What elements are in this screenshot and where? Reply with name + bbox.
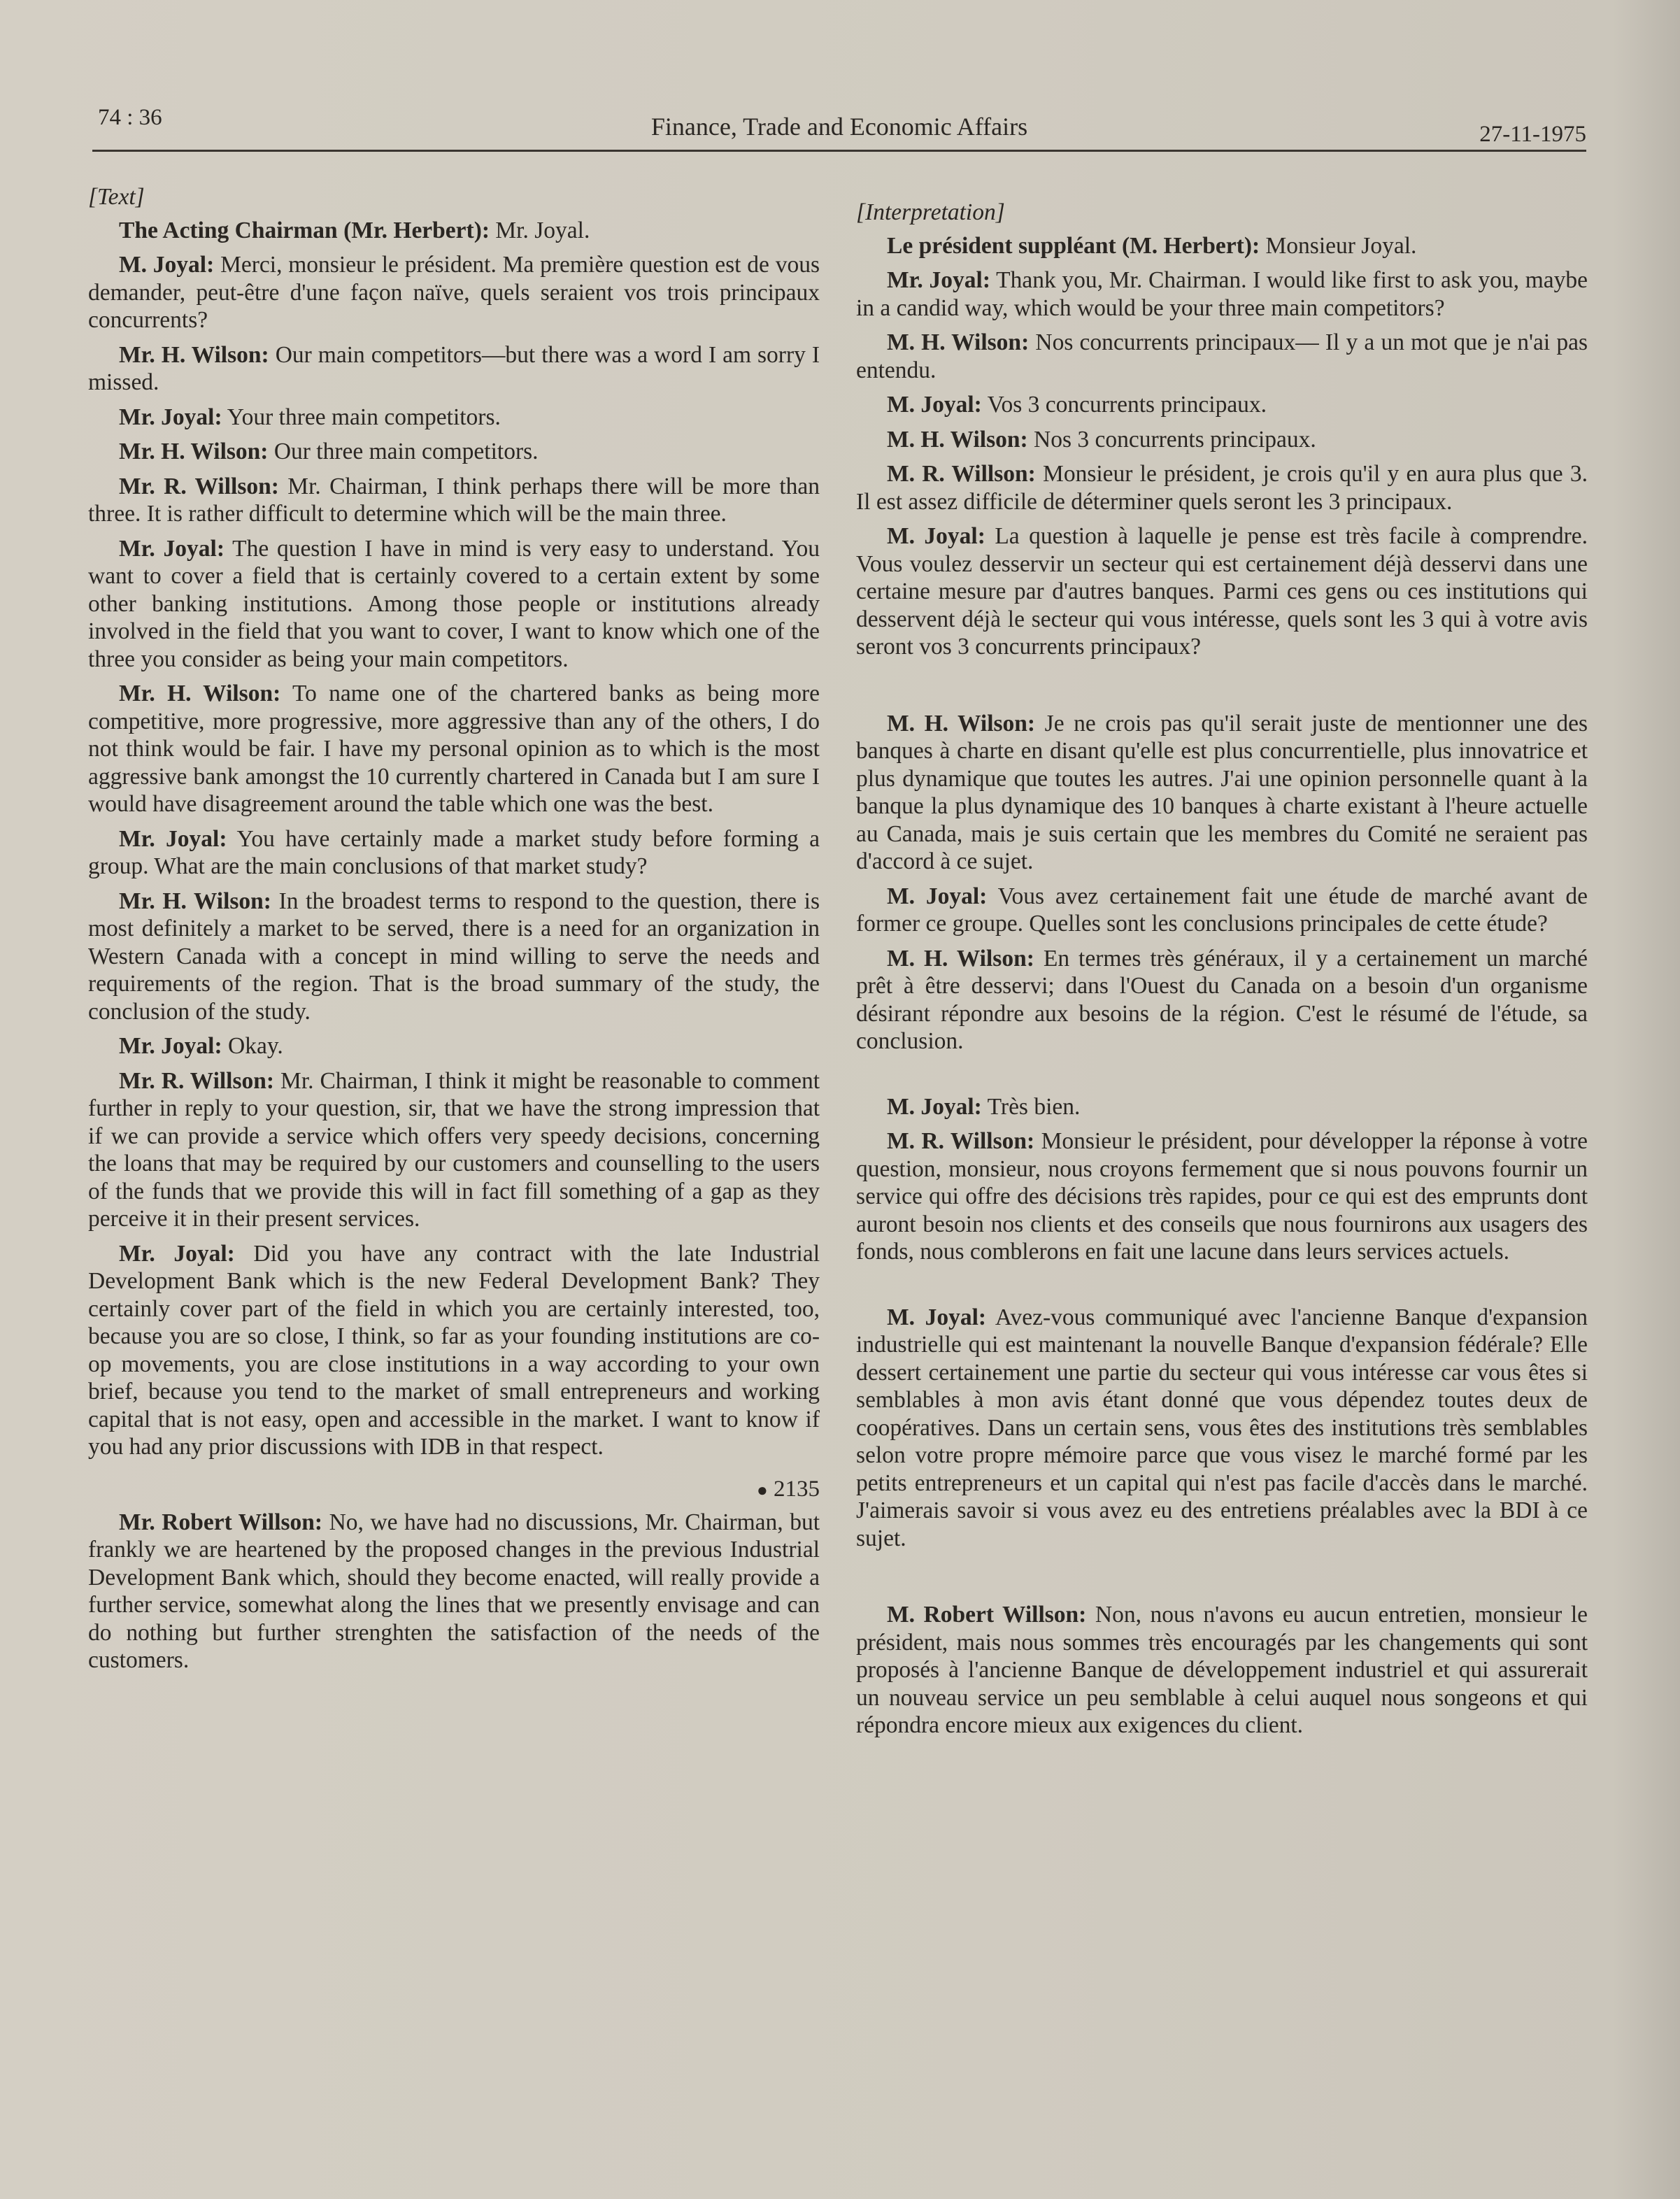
paragraph [856,1601,1588,1739]
speaker: Mr. Joyal: [119,1240,235,1267]
page-date: 27-11-1975 [1479,122,1586,147]
paragraph [88,438,820,466]
speaker: The Acting Chairman (Mr. Herbert): [119,217,490,243]
speech: The question I have in mind is very easy to understand. You want to cover a field that is certainly covered to a certain extent by some other banking institutions. Among those people or institutions already involved in the field that you want to cover, I want to know which one of the three you consider as being your main competitors. [88,535,820,672]
speech: Mr. Chairman, I think perhaps there will be more than three. It is rather difficult to determine which will be the main three. [88,473,820,527]
paragraph [88,888,820,1026]
paragraph [88,251,820,334]
paragraph [856,522,1588,661]
paragraph [856,1304,1588,1553]
paragraph [88,680,820,818]
speaker: M. Joyal: [119,252,215,278]
speaker: M. H. Wilson: [887,710,1036,736]
spacer [856,1062,1588,1093]
paragraph [88,1509,820,1674]
speaker: Mr. R. Willson: [119,473,279,499]
speech: Our main competitors—but there was a word I am sorry I missed. [88,341,820,395]
spacer [856,1273,1588,1304]
speaker: Mr. Joyal: [119,404,222,430]
speaker: Le président suppléant (M. Herbert): [887,232,1260,259]
speaker: M. R. Willson: [887,461,1036,487]
speech: Monsieur le président, je crois qu'il y en aura plus que 3. Il est assez difficile de déterminer quels seront les 3 principaux. [856,461,1588,515]
paragraph [856,391,1588,419]
paragraph [88,341,820,397]
speaker: Mr. Joyal: [119,535,225,562]
speaker: M. Joyal: [887,883,988,909]
paragraph [856,710,1588,876]
speaker: Mr. Joyal: [119,825,227,852]
paragraph [856,232,1588,260]
paragraph [88,535,820,674]
paragraph [856,1093,1588,1121]
timestamp [88,1475,820,1504]
french-column [856,199,1588,1746]
speaker: M. Robert Willson: [887,1602,1087,1628]
speech: Vos 3 concurrents principaux. [987,392,1267,418]
speaker: Mr. H. Wilson: [119,681,281,706]
paragraph [88,1067,820,1233]
speech: Your three main competitors. [227,404,501,430]
speech: Did you have any contract with the late Industrial Development Bank which is the new Federal Development Bank? They certainly cover part of the field in which you are certainly interested, too, because you are so close, I think, so far as your founding institutions are co-op movements, you are close institutions in a way according to your own brief, because you tend to the market of small entrepreneurs and working capital that is not easy, open and accessible in the market. I want to know if you had any prior discussions with IDB in that respect. [88,1240,820,1460]
paragraph [88,217,820,245]
speech: Thank you, Mr. Chairman. I would like first to ask you, maybe in a candid way, which would be your three main competitors? [856,267,1588,321]
paragraph [856,945,1588,1055]
speech: Avez-vous communiqué avec l'ancienne Banque d'expansion industrielle qui est maintenant la nouvelle Banque d'expansion fédérale? Elle dessert certainement une partie du secteur qui vous intéresse car vous êtes si semblables à mon avis étant donné que vous dépendez toutes deux de coopératives. Dans un certain sens, vous êtes des institutions très semblables selon votre propre mémoire parce que vous visez le marché formé par les petits entrepreneurs et un capital qui n'est pas facile d'accès dans le marché. J'aimerais savoir si vous avez eu des entretiens préalables avec la BDI à ce sujet. [856,1304,1588,1551]
header-rule [92,150,1586,152]
speaker: Mr. R. Willson: [119,1067,275,1094]
page-header [92,98,1586,154]
speech: Non, nous n'avons eu aucun entretien, monsieur le président, mais nous sommes très encouragés par les changements qui sont proposés à l'ancienne Banque de développement industriel et qui assurerait un nouveau service un peu semblable à celui auquel nous songeons et qui répondra encore mieux aux exigences du client. [856,1602,1588,1738]
running-title: Finance, Trade and Economic Affairs [650,113,1028,141]
paragraph [88,473,820,528]
speaker: M. H. Wilson: [887,945,1034,972]
speech: You have certainly made a market study before forming a group. What are the main conclusions of that market study? [88,825,820,879]
speaker: Mr. H. Wilson: [119,888,271,914]
speaker: Mr. Joyal: [119,1033,222,1059]
speech: To name one of the chartered banks as being more competitive, more progressive, more aggressive than any of the others, I do not think would be fair. I have my personal opinion as to which is the most aggressive bank amongst the 10 currently chartered in Canada but I am sure I would have disagreement around the table which one was the best. [88,681,820,817]
paragraph [856,1127,1588,1266]
speaker: M. Joyal: [887,523,985,549]
speaker: M. Joyal: [887,1304,987,1330]
paragraph [856,329,1588,384]
paragraph [88,1240,820,1461]
speaker: Mr. Robert Willson: [119,1509,323,1535]
paragraph [856,266,1588,322]
paragraph [88,404,820,432]
paragraph [856,426,1588,454]
speech: Nos 3 concurrents principaux. [1034,426,1316,453]
english-column [88,183,820,1681]
speech: En termes très généraux, il y a certainement un marché prêt à être desservi; dans l'Ouest du Canada on a besoin d'un organisme désirant répondre aux besoins de la région. C'est le résumé de l'étude, sa conclusion. [856,945,1588,1054]
speaker: Mr. H. Wilson: [119,439,269,464]
spacer [856,668,1588,710]
speech: Je ne crois pas qu'il serait juste de mentionner une des banques à charte en disant qu'elle est plus concurrentielle, plus innovatrice et plus dynamique que toutes les autres. J'ai une opinion personnelle quant à la banque la plus dynamique des 10 banques à charte existant à l'heure actuelle au Canada, mais je suis certain que les membres du Comité ne seraient pas d'accord à ce sujet. [856,710,1588,874]
speech: Okay. [228,1033,283,1059]
interpretation-label: [Interpretation] [856,199,1005,225]
speaker: M. Joyal: [887,392,982,418]
speaker: M. H. Wilson: [887,426,1028,453]
speaker: M. Joyal: [887,1093,982,1120]
text-label: [Text] [88,184,145,210]
speech: Monsieur le président, pour développer la réponse à votre question, monsieur, nous croyons fermement que si nous pouvons fournir un service qui offre des décisions très rapides, pour ce qui est des emprunts dont auront besoin nos clients et des conseils que nous fournirons aux usagers des fonds, nous comblerons en fait une lacune dans leurs services actuels. [856,1128,1588,1265]
speech: Our three main competitors. [273,439,539,464]
speaker: Mr. H. Wilson: [119,341,269,368]
speech: Mr. Joyal. [495,217,590,243]
paragraph [88,825,820,881]
speech: In the broadest terms to respond to the question, there is most definitely a market to be served, there is a need for an organization in Western Canada with a concept in mind willing to serve the needs and requirements of the region. That is the broad summary of the study, the conclusion of the study. [88,888,820,1025]
paragraph [856,460,1588,515]
speech: Mr. Chairman, I think it might be reasonable to comment further in reply to your question, sir, that we have the strong impression that if we can provide a service which offers very speedy decisions, concerning the loans that may be required by our customers and counselling to the users of the funds that we provide this will in fact fill something of a gap as they perceive it in their present services. [88,1067,820,1232]
speech: No, we have had no discussions, Mr. Chairman, but frankly we are heartened by the proposed changes in the previous Industrial Development Bank which, should they become enacted, will really provide a further service, somewhat along the lines that we presently envisage and can do nothing but further strenghten the satisfaction of the needs of the customers. [88,1509,820,1673]
paragraph [856,883,1588,938]
paragraph [88,1032,820,1060]
speaker: M. H. Wilson: [887,329,1030,355]
speech: Monsieur Joyal. [1265,232,1417,259]
bullet-icon: ● [757,1479,768,1500]
speech: Vous avez certainement fait une étude de marché avant de former ce groupe. Quelles sont les conclusions principales de cette étude? [856,883,1588,937]
speaker: M. R. Willson: [887,1128,1035,1154]
speaker: Mr. Joyal: [887,267,990,293]
speech: Merci, monsieur le président. Ma première question est de vous demander, peut-être d'une façon naïve, quels seraient vos trois principaux concurrents? [88,252,820,333]
speech: Nos concurrents principaux— Il y a un mot que je n'ai pas entendu. [856,329,1588,383]
timestamp-value: 2135 [774,1476,820,1502]
page-number: 74 : 36 [98,105,162,130]
speech: La question à laquelle je pense est très facile à comprendre. Vous voulez desservir un secteur qui est certainement déjà desservi dans une certaine mesure par d'autres banques. Parmi ces gens ou ces institutions qui desservent déjà le secteur qui vous intéresse, quels sont les 3 qui à votre avis seront vos 3 concurrents principaux? [856,523,1588,660]
speech: Très bien. [987,1093,1081,1120]
spacer [856,1559,1588,1601]
